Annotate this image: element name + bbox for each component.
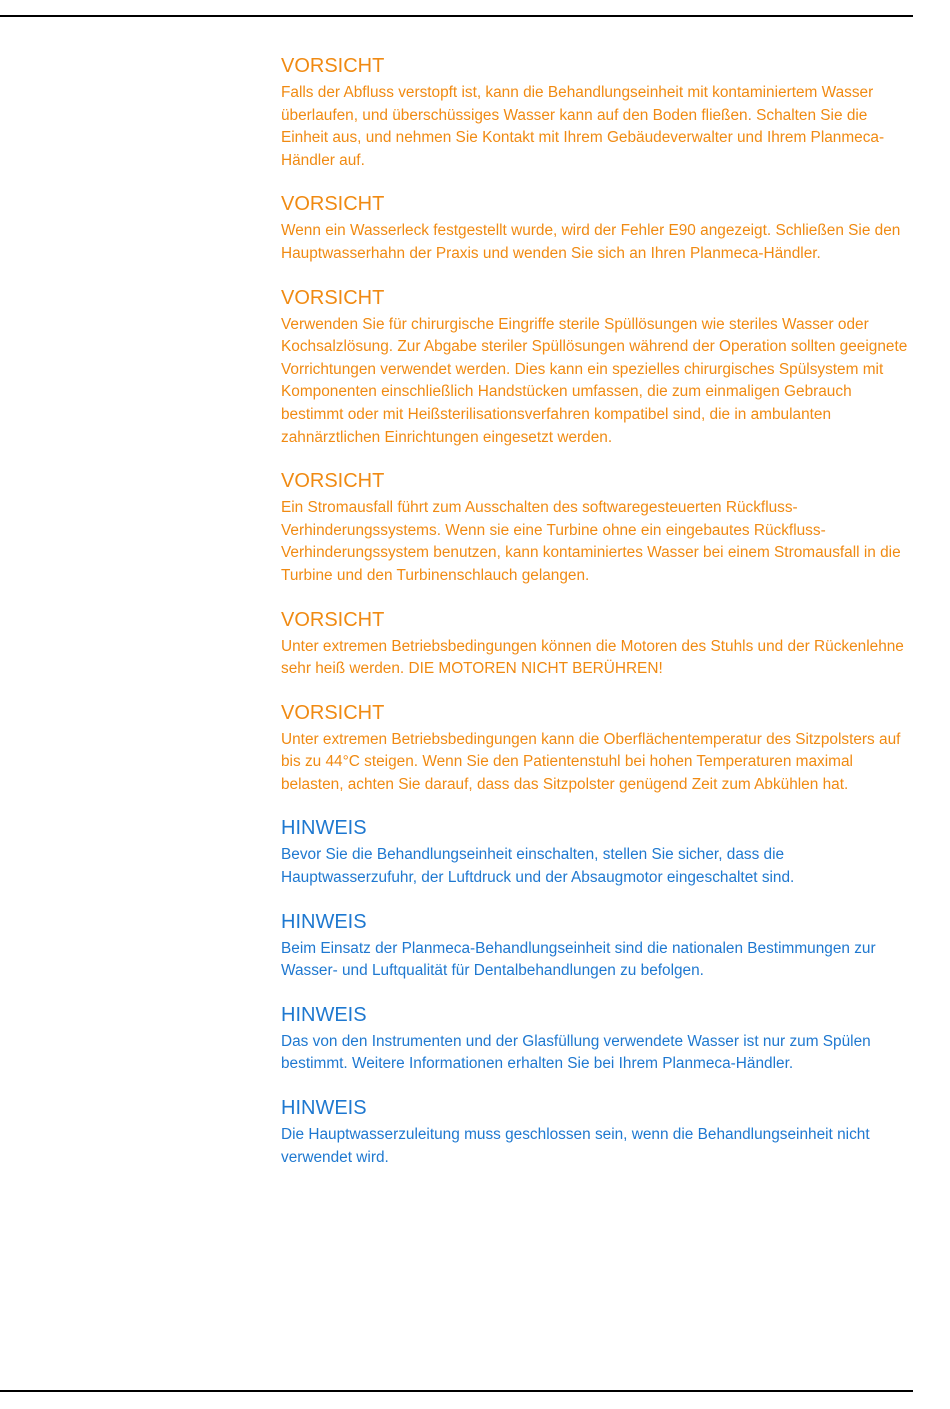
caution-notice <box>281 608 913 681</box>
note-notice <box>281 910 913 983</box>
notice-heading: HINWEIS <box>281 1097 367 1120</box>
header-rule <box>0 15 913 17</box>
notice-text: Beim Einsatz der Planmeca-Behandlungseinheit sind die nationalen Bestimmungen zur Wasser- und Luftqualität für Dentalbehandlungen zu befolgen. <box>281 939 876 980</box>
note-notice <box>281 1096 913 1169</box>
notice-text: Falls der Abfluss verstopft ist, kann die Behandlungseinheit mit kontaminiertem Wasser überlaufen, und überschüssiges Wasser kann auf den Boden fließen. Schalten Sie die Einheit aus, und nehmen Sie Kontakt mit Ihrem Gebäudeverwalter und Ihrem Planmeca-Händler auf. <box>281 84 885 169</box>
caution-notice <box>281 192 913 265</box>
note-notice <box>281 1003 913 1076</box>
notice-text: Unter extremen Betriebsbedingungen können die Motoren des Stuhls und der Rückenlehne sehr heiß werden. DIE MOTOREN NICHT BERÜHREN! <box>281 637 904 678</box>
caution-notice <box>281 469 913 587</box>
caution-notice <box>281 701 913 797</box>
notice-heading: HINWEIS <box>281 910 367 933</box>
notice-list <box>281 54 913 1189</box>
notice-heading: VORSICHT <box>281 701 385 724</box>
notice-text: Die Hauptwasserzuleitung muss geschlossen sein, wenn die Behandlungseinheit nicht verwendet wird. <box>281 1126 870 1166</box>
notice-text: Das von den Instrumenten und der Glasfüllung verwendete Wasser ist nur zum Spülen bestimmt. Weitere Informationen erhalten Sie bei Ihrem Planmeca-Händler. <box>281 1032 871 1073</box>
notice-text: Wenn ein Wasserleck festgestellt wurde, wird der Fehler E90 angezeigt. Schließen Sie den Hauptwasserhahn der Praxis und wenden Sie sich an Ihren Planmeca-Händler. <box>281 222 901 262</box>
note-notice <box>281 816 913 889</box>
caution-notice <box>281 286 913 450</box>
notice-heading: VORSICHT <box>281 55 385 77</box>
notice-heading: VORSICHT <box>281 608 385 631</box>
notice-heading: VORSICHT <box>281 193 385 216</box>
notice-heading: VORSICHT <box>281 470 385 493</box>
notice-text: Ein Stromausfall führt zum Ausschalten des softwaregesteuerten Rückfluss-Verhinderungssystems. Wenn sie eine Turbine ohne ein eingebautes Rückfluss-Verhinderungssystem benutzen, kann kontaminiertes Wasser bei einem Stromausfall in die Turbine und den Turbinenschlauch gelangen. <box>281 499 901 584</box>
notice-heading: HINWEIS <box>281 817 367 840</box>
footer-rule <box>0 1390 913 1392</box>
notice-text: Verwenden Sie für chirurgische Eingriffe sterile Spüllösungen wie steriles Wasser oder Kochsalzlösung. Zur Abgabe steriler Spüllösungen während der Operation sollten geeignete Vorrichtungen verwendet werden. Dies kann ein spezielles chirurgisches Spülsystem mit Komponenten einschließlich Handstücken umfassen, die zum einmaligen Gebrauch bestimmt oder mit Heißsterilisationsverfahren kompatibel sind, die in ambulanten zahnärztlichen Einrichtungen eingesetzt werden. <box>281 315 908 446</box>
notice-text: Unter extremen Betriebsbedingungen kann die Oberflächentemperatur des Sitzpolsters auf bis zu 44°C steigen. Wenn Sie den Patientenstuhl bei hohen Temperaturen maximal belasten, achten Sie darauf, dass das Sitzpolster genügend Zeit zum Abkühlen hat. <box>281 730 901 793</box>
notice-heading: HINWEIS <box>281 1003 367 1026</box>
notice-heading: VORSICHT <box>281 286 385 309</box>
caution-notice <box>281 54 913 172</box>
notice-text: Bevor Sie die Behandlungseinheit einschalten, stellen Sie sicher, dass die Hauptwasserzufuhr, der Luftdruck und der Absaugmotor eingeschaltet sind. <box>281 846 795 887</box>
